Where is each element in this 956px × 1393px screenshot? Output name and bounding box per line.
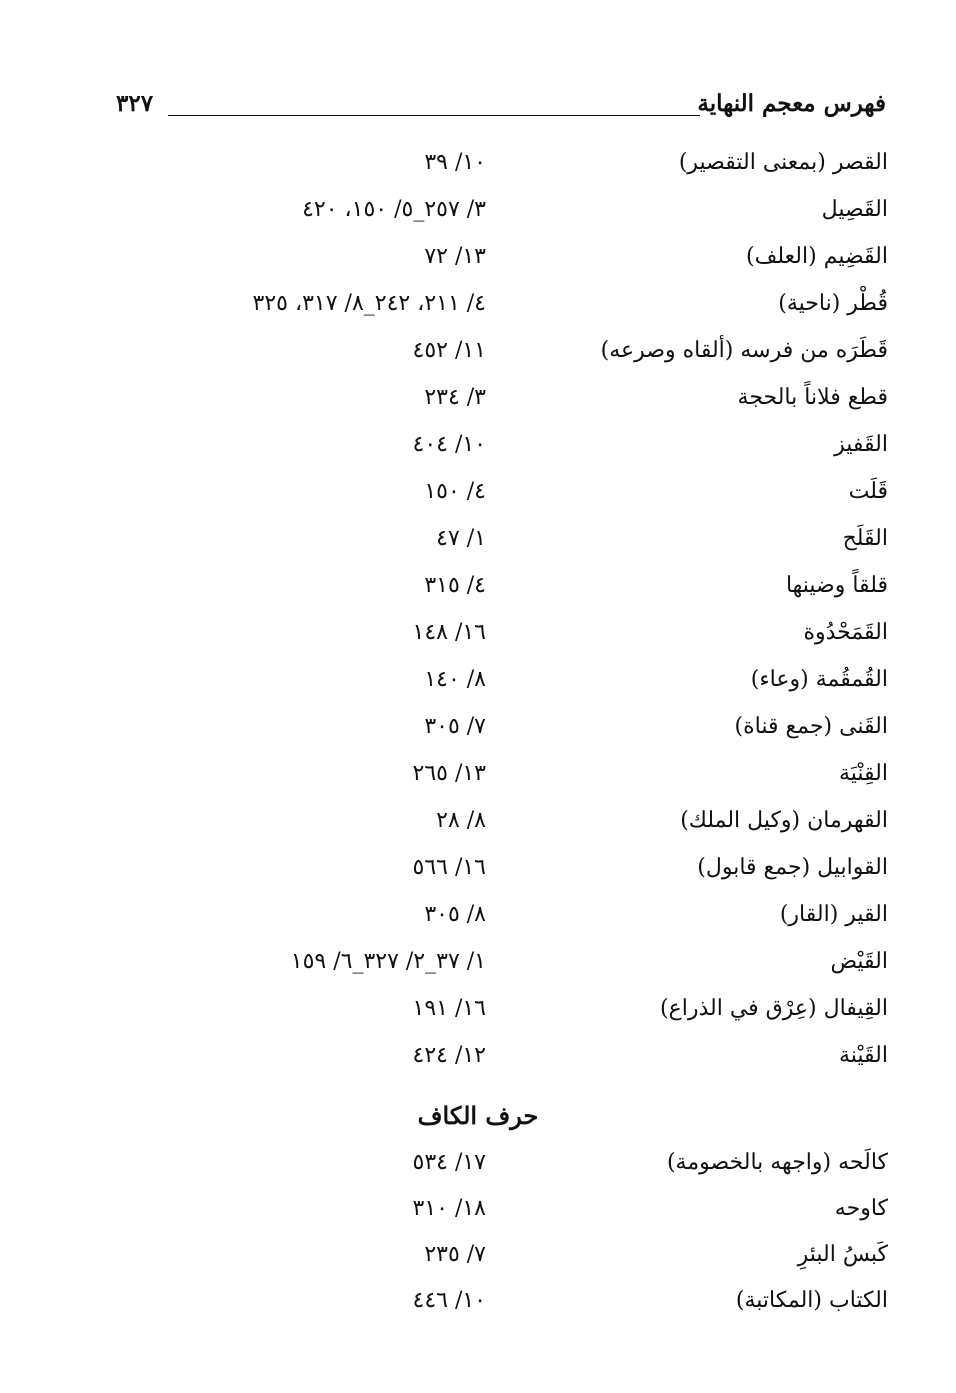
entry-term: القهرمان (وكيل الملك) <box>680 808 888 833</box>
entry-reference: ١٦/ ٥٦٦ <box>412 855 486 880</box>
index-entry <box>0 707 956 747</box>
entry-reference: ١٠/ ٣٩ <box>424 150 486 175</box>
entry-term: قطع فلاناً بالحجة <box>737 385 888 410</box>
entry-reference: ٧/ ٢٣٥ <box>424 1242 486 1267</box>
entry-reference: ١٦/ ١٤٨ <box>412 620 486 645</box>
entry-term: القصر (بمعنى التقصير) <box>678 150 888 175</box>
index-entry <box>0 472 956 512</box>
index-entry <box>0 190 956 230</box>
index-entry <box>0 425 956 465</box>
entry-term: قَلَت <box>848 479 888 504</box>
entry-term: القِيفال (عِرْق في الذراع) <box>660 996 888 1021</box>
entry-reference: ١٧/ ٥٣٤ <box>412 1150 486 1175</box>
index-entry <box>0 848 956 888</box>
entry-reference: ٤/ ٣١٥ <box>424 573 486 598</box>
entry-term: القَيْض <box>830 949 888 974</box>
section-heading: حرف الكاف <box>417 1101 539 1130</box>
index-entry <box>0 942 956 982</box>
index-entry <box>0 237 956 277</box>
entry-reference: ١٢/ ٤٢٤ <box>412 1043 486 1068</box>
index-entry <box>0 378 956 418</box>
entry-reference: ١٦/ ١٩١ <box>412 996 486 1021</box>
entry-reference: ٧/ ٣٠٥ <box>424 714 486 739</box>
entry-reference: ٨/ ١٤٠ <box>424 667 486 692</box>
entry-reference: ٨/ ٢٨ <box>436 808 486 833</box>
page-number: ٣٢٧ <box>116 90 154 117</box>
index-entry <box>0 143 956 183</box>
entry-term: قَطَرَه من فرسه (ألقاه وصرعه) <box>600 338 888 363</box>
index-entry <box>0 566 956 606</box>
index-entry <box>0 1143 956 1183</box>
entry-term: القَصِيل <box>821 197 888 222</box>
entry-reference: ٤/ ٢١١، ٢٤٢_٨/ ٣١٧، ٣٢٥ <box>252 291 486 316</box>
entry-term: القِنْيَة <box>838 761 888 786</box>
entry-reference: ١٣/ ٧٢ <box>424 244 486 269</box>
index-entry <box>0 1281 956 1321</box>
index-entry <box>0 660 956 700</box>
index-entry <box>0 284 956 324</box>
entry-reference: ١/ ٤٧ <box>436 526 486 551</box>
entry-term: القَيْنة <box>838 1043 888 1068</box>
index-entry <box>0 331 956 371</box>
index-entry <box>0 1036 956 1076</box>
entry-reference: ١٠/ ٤٠٤ <box>412 432 486 457</box>
index-entry <box>0 895 956 935</box>
page-title: فهرس معجم النهاية <box>697 90 886 117</box>
entry-term: قُطْر (ناحية) <box>778 291 888 316</box>
index-entry <box>0 801 956 841</box>
index-entry <box>0 754 956 794</box>
entry-reference: ١٠/ ٤٤٦ <box>412 1288 486 1313</box>
entry-reference: ١٣/ ٢٦٥ <box>412 761 486 786</box>
entry-term: كاوحه <box>834 1196 888 1221</box>
entry-reference: ١/ ٣٧_٢/ ٣٢٧_٦/ ١٥٩ <box>290 949 486 974</box>
entry-reference: ٣/ ٢٣٤ <box>424 385 486 410</box>
index-entry <box>0 989 956 1029</box>
entry-term: القُمقُمة (وعاء) <box>750 667 888 692</box>
entry-term: الكتاب (المكاتبة) <box>735 1288 888 1313</box>
entry-term: كَبسُ البئرِ <box>797 1242 888 1267</box>
page-header <box>116 84 886 124</box>
index-entry <box>0 519 956 559</box>
entry-term: القَلَح <box>842 526 888 551</box>
entry-term: كالَحه (واجهه بالخصومة) <box>666 1150 888 1175</box>
entry-term: القَضِيم (العلف) <box>746 244 888 269</box>
entry-reference: ٣/ ٢٥٧_٥/ ١٥٠، ٤٢٠ <box>302 197 486 222</box>
entry-reference: ٤/ ١٥٠ <box>424 479 486 504</box>
entry-term: القَنى (جمع قناة) <box>734 714 888 739</box>
entry-term: القوابيل (جمع قابول) <box>697 855 888 880</box>
index-entry <box>0 613 956 653</box>
entry-reference: ٨/ ٣٠٥ <box>424 902 486 927</box>
index-entry <box>0 1235 956 1275</box>
entry-term: القَفيز <box>834 432 888 457</box>
header-rule <box>168 115 700 116</box>
entry-reference: ١٨/ ٣١٠ <box>412 1196 486 1221</box>
entry-term: القَمَحْدُوة <box>803 620 888 645</box>
entry-reference: ١١/ ٤٥٢ <box>412 338 486 363</box>
index-entry <box>0 1189 956 1229</box>
entry-term: قلقاً وضينها <box>785 573 888 598</box>
entry-term: القير (القار) <box>779 902 888 927</box>
